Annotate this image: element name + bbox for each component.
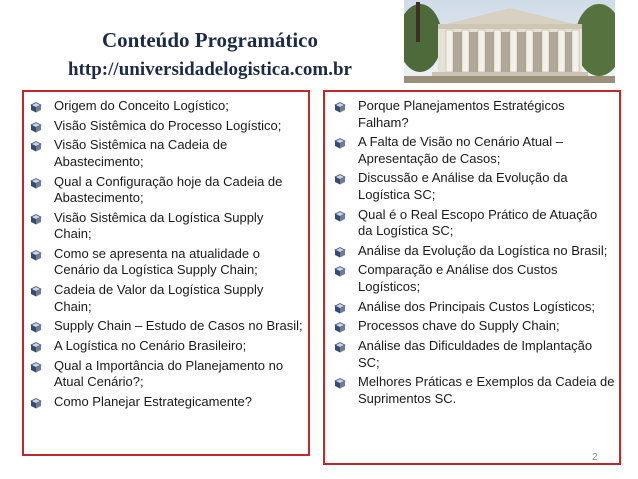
left-topic-box xyxy=(22,90,310,456)
topic-text: Comparação e Análise dos Custos Logísticos; xyxy=(358,262,558,294)
box-bullet-icon xyxy=(30,140,42,151)
box-bullet-icon xyxy=(334,246,346,257)
topic-item xyxy=(24,394,308,411)
box-bullet-icon xyxy=(334,101,346,112)
topic-item xyxy=(24,358,308,391)
topic-text: Qual a Importância do Planejamento no Atual Cenário?; xyxy=(54,357,284,390)
topic-item xyxy=(325,262,619,295)
page-number: 2 xyxy=(592,452,598,463)
box-bullet-icon xyxy=(30,177,42,188)
box-bullet-icon xyxy=(334,265,346,276)
topic-text: Processos chave do Supply Chain; xyxy=(358,318,560,334)
topic-text: Melhores Práticas e Exemplos da Cadeia de Suprimentos SC. xyxy=(358,374,615,406)
topic-item xyxy=(24,318,308,335)
topic-item xyxy=(24,282,308,315)
title-url: http://universidadelogistica.com.br xyxy=(68,59,352,80)
box-bullet-icon xyxy=(30,361,42,372)
topic-item xyxy=(325,318,619,335)
topic-item xyxy=(24,210,308,243)
box-bullet-icon xyxy=(30,121,42,132)
topic-text: Qual a Configuração hoje da Cadeia de Abastecimento; xyxy=(54,173,283,206)
topic-item xyxy=(325,338,619,371)
right-topic-list xyxy=(325,98,619,410)
topic-item xyxy=(325,243,619,260)
box-bullet-icon xyxy=(30,213,42,224)
topic-text: A Falta de Visão no Cenário Atual – Apresentação de Casos; xyxy=(358,134,564,166)
topic-text: Visão Sistêmica da Logística Supply Chain; xyxy=(54,209,264,242)
topic-text: Análise da Evolução da Logística no Brasil; xyxy=(358,242,608,258)
topic-text: Discussão e Análise da Evolução da Logística SC; xyxy=(358,170,568,202)
left-topic-list xyxy=(24,98,308,414)
box-bullet-icon xyxy=(334,302,346,313)
topic-text: A Logística no Cenário Brasileiro; xyxy=(54,338,247,353)
topic-item xyxy=(325,299,619,316)
box-bullet-icon xyxy=(30,101,42,112)
topic-item xyxy=(24,338,308,355)
box-bullet-icon xyxy=(30,285,42,296)
topic-text: Qual é o Real Escopo Prático de Atuação da Logística SC; xyxy=(358,206,598,239)
box-bullet-icon xyxy=(30,321,42,332)
topic-item xyxy=(325,207,619,240)
building-photo xyxy=(404,0,615,83)
topic-item xyxy=(325,134,619,167)
right-topic-box xyxy=(323,90,621,465)
topic-text: Análise das Dificuldades de Implantação SC; xyxy=(358,338,593,370)
box-bullet-icon xyxy=(334,210,346,221)
box-bullet-icon xyxy=(334,341,346,352)
topic-item xyxy=(24,137,308,170)
topic-text: Como Planejar Estrategicamente? xyxy=(54,393,252,409)
box-bullet-icon xyxy=(30,341,42,352)
topic-text: Análise dos Principais Custos Logísticos; xyxy=(358,298,596,314)
topic-text: Origem do Conceito Logístico; xyxy=(54,98,229,113)
topic-text: Supply Chain – Estudo de Casos no Brasil; xyxy=(54,318,303,334)
topic-text: Visão Sistêmica na Cadeia de Abastecimento; xyxy=(54,137,228,169)
box-bullet-icon xyxy=(334,321,346,332)
topic-text: Como se apresenta na atualidade o Cenário da Logística Supply Chain; xyxy=(54,245,260,278)
box-bullet-icon xyxy=(334,173,346,184)
topic-item xyxy=(24,98,308,115)
box-bullet-icon xyxy=(334,377,346,388)
topic-item xyxy=(325,98,619,131)
topic-item xyxy=(325,374,619,407)
slide-title xyxy=(40,28,380,82)
title-main: Conteúdo Programático xyxy=(102,28,318,52)
topic-item xyxy=(24,118,308,135)
topic-text: Porque Planejamentos Estratégicos Falham? xyxy=(358,98,565,130)
box-bullet-icon xyxy=(30,397,42,408)
box-bullet-icon xyxy=(334,137,346,148)
topic-text: Visão Sistêmica do Processo Logístico; xyxy=(54,117,282,133)
topic-item xyxy=(24,246,308,279)
topic-item xyxy=(325,170,619,203)
topic-text: Cadeia de Valor da Logística Supply Chain; xyxy=(54,282,264,314)
topic-item xyxy=(24,174,308,207)
box-bullet-icon xyxy=(30,249,42,260)
